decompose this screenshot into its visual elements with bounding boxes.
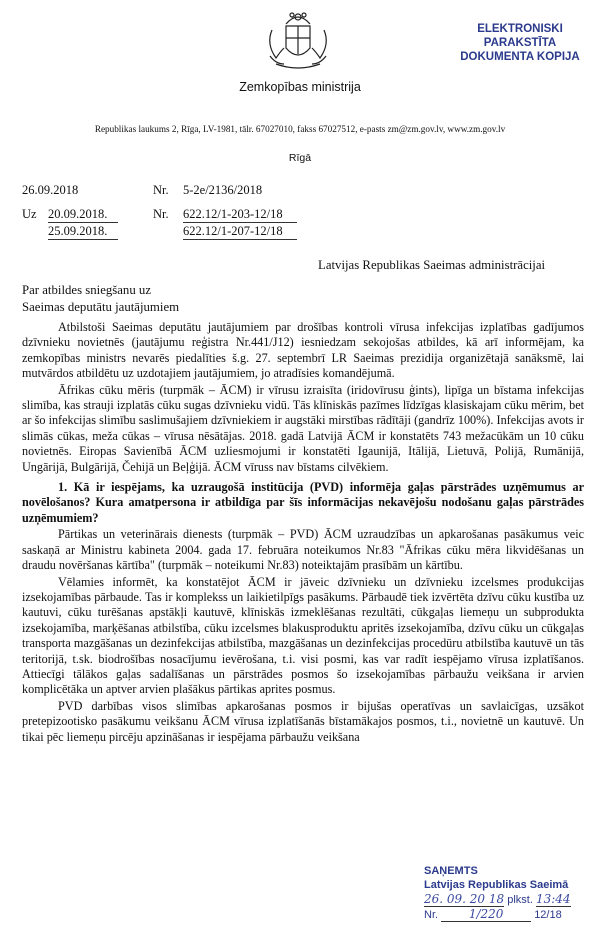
letterhead-address: Republikas laukums 2, Rīga, LV-1981, tālr. 67027010, fakss 67027512, e-pasts zm@zm.gov.lv, www.zm.gov.lv — [94, 124, 506, 134]
paragraph-traceability: Vēlamies informēt, ka konstatējot ĀCM ir jāveic dzīvnieku un dzīvnieku izcelsmes produkcijas izsekojamības pārbaude. Tas ir komplekss un laikietilpīgs pasākums. Pārbaudē tiek izvērtēta dzīvu cūku kustība uz kautuvi, cūku turēšanas apstākļi kautuvē, klīniskās izmeklēšanas rezultāti, cūkgaļas liemeņu un subprodukta izsekojamība, marķēšanas atbilstība, cūku izcelsmes blakusproduktu apritēs izsekojamība, dzīvu cūku un cūkgaļas transporta mazgāšanas un dezinfekcijas atbilstība, mazgāšanas un dezinfekcijas procedūru atbilstība kautuvē un tās teritorijā, t.sk. biodrošības nosacījumu ievērošana, t.i. visi posmi, kas var radīt iespējamo vīrusa izplatīšanos. Attiecīgi tālākos gaļas sadalīšanas un pārstrādes posmos šo izsekojamības pārbaužu veikšana ir arvien komplicētāka un aptver arvien plašākus pārtikas aprites posmus. — [22, 574, 584, 697]
received-org: Latvijas Republikas Saeimā — [424, 879, 569, 891]
document-date: 26.09.2018 — [22, 183, 79, 197]
subject — [22, 282, 179, 316]
received-nr-label: Nr. — [424, 909, 439, 921]
letter-body — [22, 320, 584, 745]
subject-line-1: Par atbildes sniegšanu uz — [22, 283, 152, 297]
coat-of-arms-icon — [262, 8, 334, 74]
ministry-name: Zemkopības ministrija — [239, 80, 361, 94]
nr-label: Nr. — [153, 183, 169, 197]
paragraph-pvd: Pārtikas un veterinārais dienests (turpmāk – PVD) ĀCM uzraudzības un apkarošanas pasākumus veic saskaņā ar Ministru kabineta 2004. gada 17. februāra noteikumos Nr.83 "Āfrikas cūku mēra likvidēšanas un draudu novēršanas kārtība" (turpmāk – noteikumi Nr.83) noteiktajām prasībām un kārtību. — [22, 527, 584, 573]
stamp-line-1: ELEKTRONISKI PARAKSTĪTA — [477, 23, 563, 49]
received-suffix: 12/18 — [534, 909, 562, 921]
question-1: 1. Kā ir iespējams, ka uzraugošā institūcija (PVD) informēja gaļas pārstrādes uzņēmumus ar novēlošanos? Kura amatpersona ir atbildīga par šīs informācijas nekavējošu nodošanu gaļas pārstrādes uzņēmumiem? — [22, 480, 584, 525]
received-title: SAŅEMTS — [424, 865, 478, 877]
ref-nr-label: Nr. — [153, 207, 169, 221]
electronic-signature-stamp — [445, 22, 595, 64]
received-stamp — [424, 864, 594, 922]
plkst-label: plkst. — [507, 894, 533, 906]
paragraph-pvd-actions: PVD darbības visos slimības apkarošanas posmos ir bijušas operatīvas un savlaicīgas, uzsākot pretepizootisko pasākumu veikšanu ĀCM vīrusa izplatīšanās bīstamākajos posmos, t.i., novietnē un kautuvē. Un tikai pēc liemeņu pircēju apzināšanas ir iespējama pārbaužu veikšana — [22, 698, 584, 744]
received-number: 1/220 — [441, 907, 531, 922]
paragraph-acm-description: Āfrikas cūku mēris (turpmāk – ĀCM) ir vīrusu izraisīta (iridovīrusu ģints), lipīga un bīstama infekcijas slimība, kas strauji izplatās cūku sugas dzīvnieku vidū. Tās klīniskās pazīmes līdzīgas klasiskajam cūku mērim, bet ar šo infekcijas slimību saslimušajiem dzīvniekiem ir augstāki mirstības rādītāji (gandrīz 100%). Infekcijas avots ir slimās cūkas, meža cūkas – vīrusa nēsātājas. 2018. gadā Latvijā ĀCM ir konstatēts 743 mežacūkām un 10 cūku novietnēs. Eiropas Savienībā ĀCM uzliesmojumi ir konstatēti Igaunijā, Itālijā, Lietuvā, Polijā, Rumānijā, Ungārijā, Bulgārijā, Čehijā un Beļģijā. ĀCM vīruss nav bīstams cilvēkiem. — [22, 382, 584, 474]
received-date: 26. 09. 20 18 — [424, 892, 505, 906]
paragraph-intro: Atbilstoši Saeimas deputātu jautājumiem par drošības kontroli vīrusa infekcijas izplatības gadījumos dzīvnieku novietnēs (jautājumu reģistra Nr.441/J12) iesniedzam sekojošas atbildes, kā arī informējam, ka zemkopības ministrs nevarēs piedalīties š.g. 27. septembrī LR Saeimas prezidija organizētajā sanāksmē, lai mutvārdos atbildētu uz uzdotajiem jautājumiem, jo atradīsies komandējumā. — [22, 320, 584, 381]
reference-date-2: 25.09.2018. — [48, 224, 118, 240]
letterhead-city: Rīgā — [288, 152, 312, 164]
received-time: 13:44 — [535, 892, 571, 906]
reference-date-1: 20.09.2018. — [48, 207, 118, 223]
stamp-line-2: DOKUMENTA KOPIJA — [460, 51, 580, 63]
addressee: Latvijas Republikas Saeimas administrācijai — [318, 258, 546, 272]
reference-number-2: 622.12/1-207-12/18 — [183, 224, 297, 240]
reference-number-1: 622.12/1-203-12/18 — [183, 207, 297, 223]
document-number: 5-2e/2136/2018 — [183, 183, 263, 197]
subject-line-2: Saeimas deputātu jautājumiem — [22, 300, 180, 314]
uz-label: Uz — [22, 207, 37, 221]
